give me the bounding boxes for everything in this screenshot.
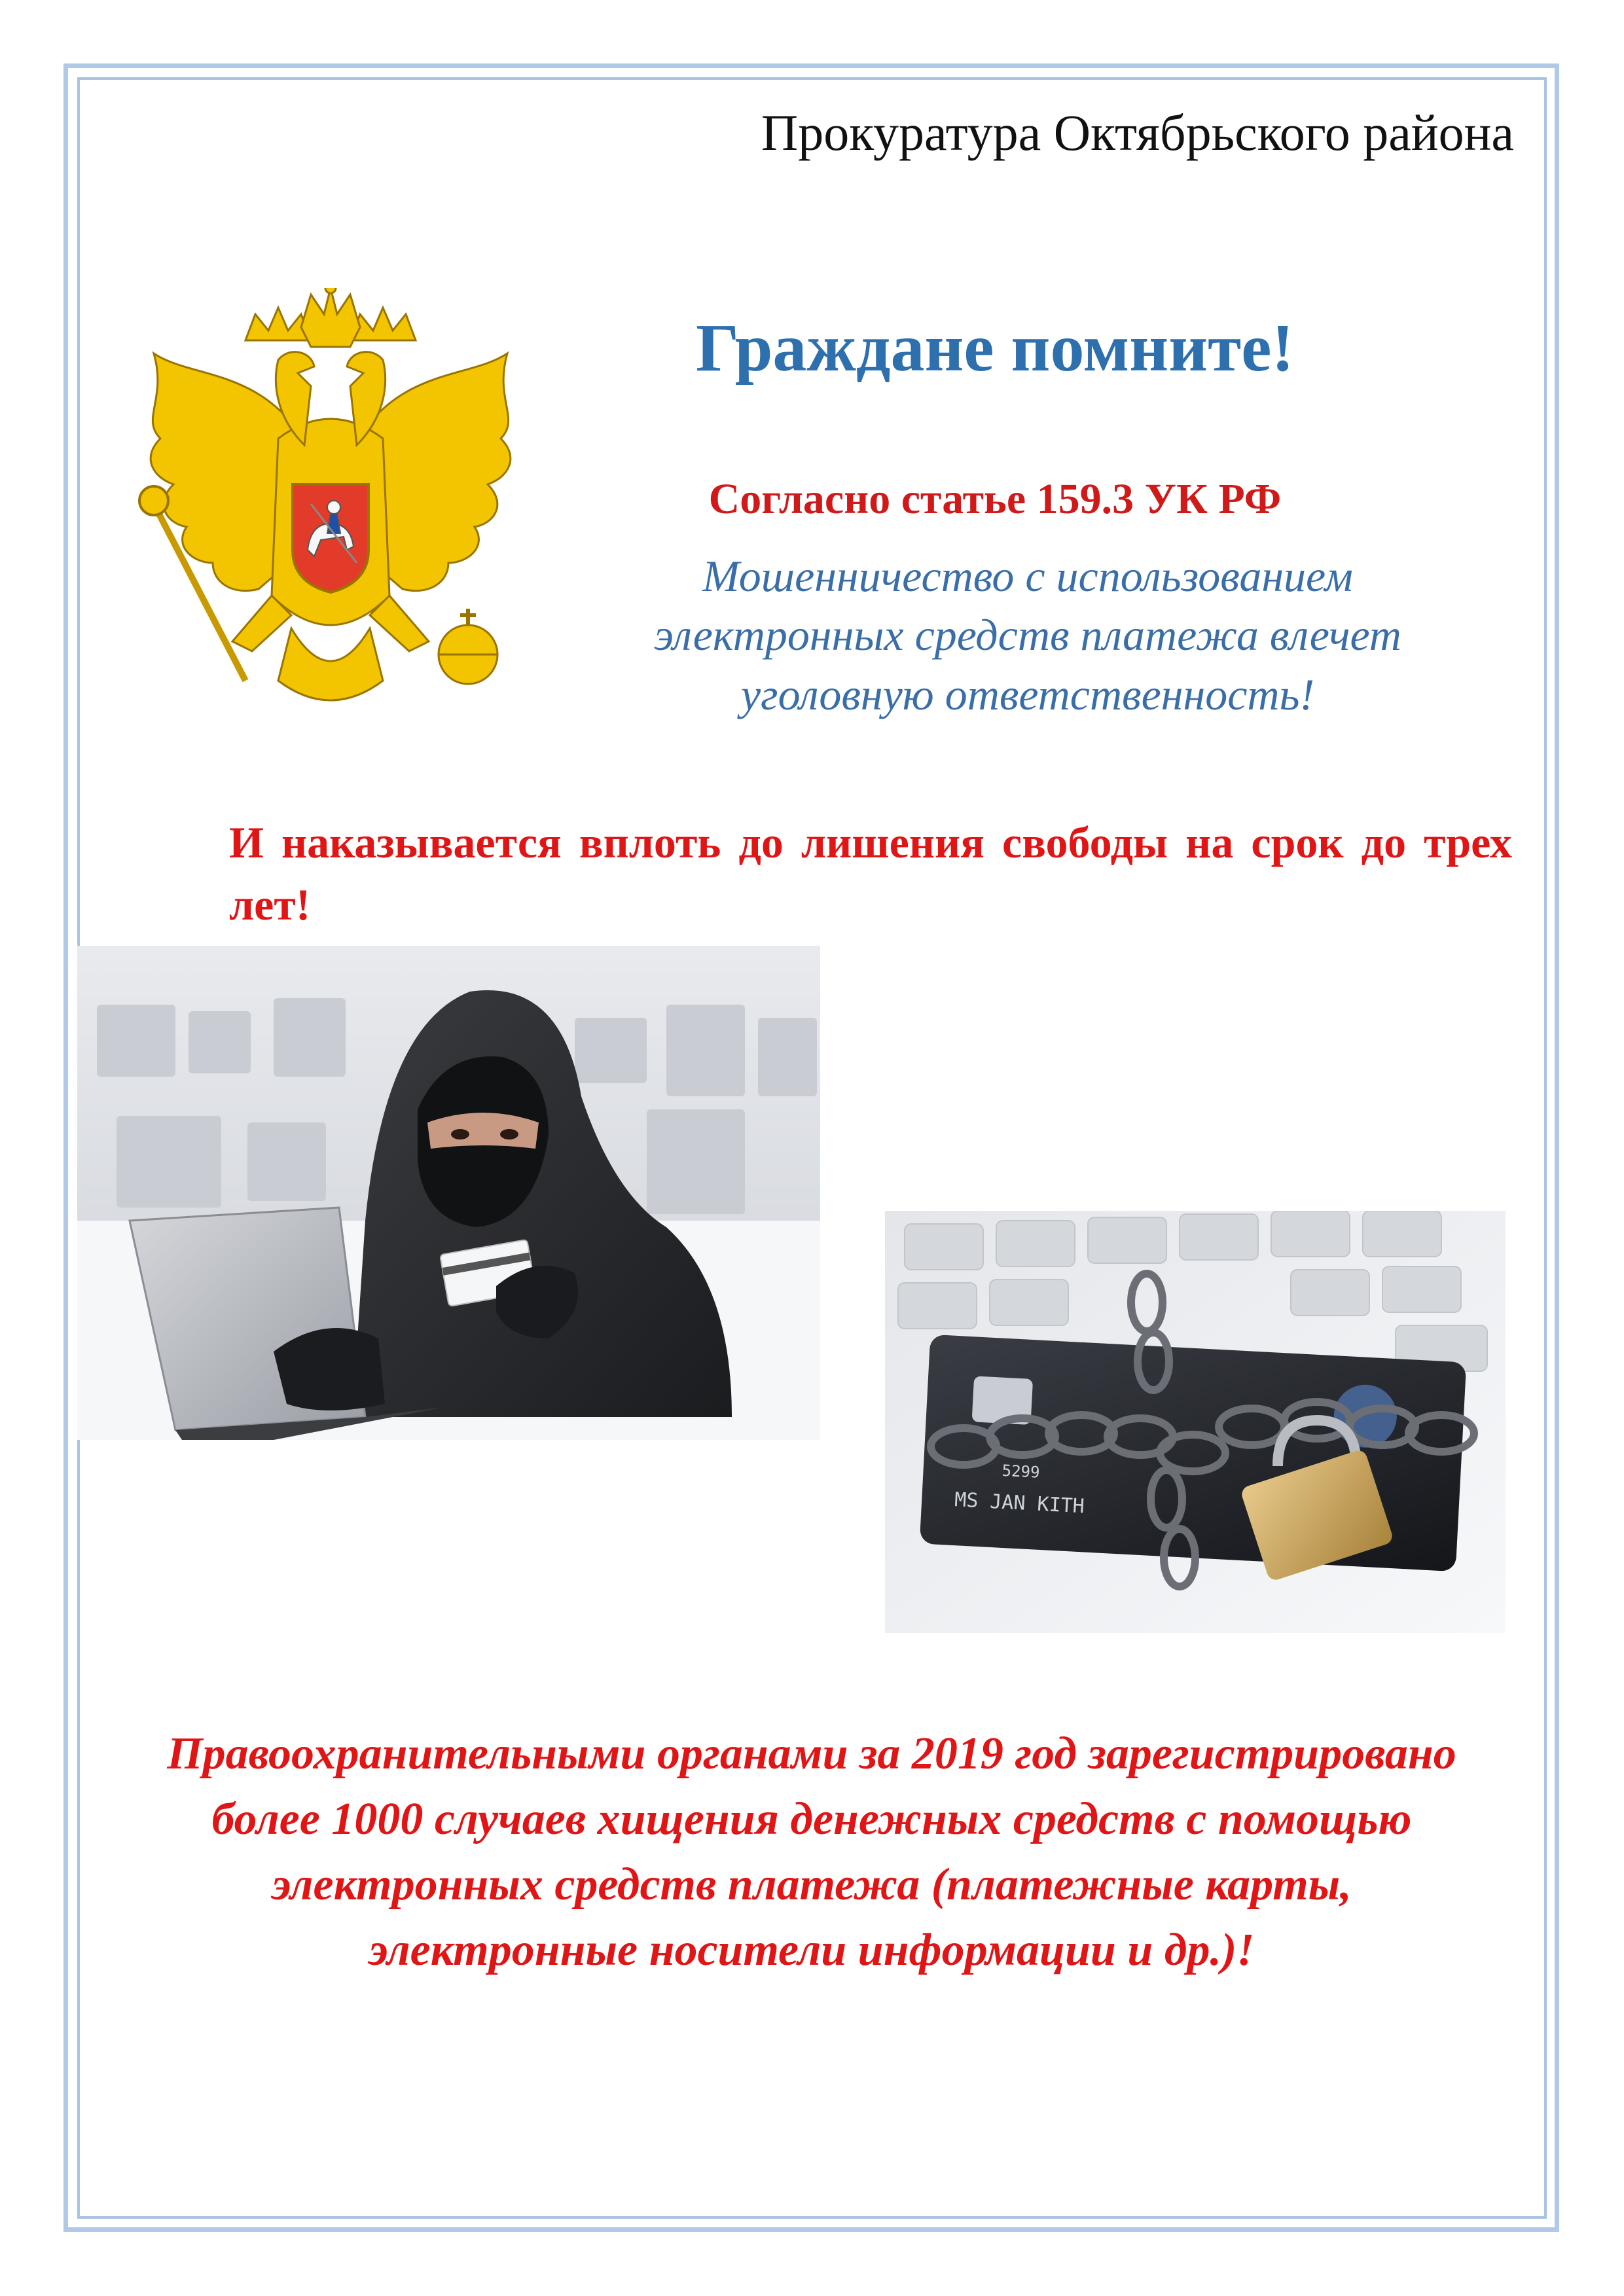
statistics-line: электронные носители информации и др.)!	[369, 1925, 1255, 1976]
description	[592, 547, 1463, 724]
description-line: уголовную ответственность!	[740, 669, 1315, 719]
hacker-photo	[77, 946, 820, 1440]
description-line: Мошенничество с использованием	[702, 551, 1353, 601]
coat-of-arms-icon	[115, 288, 547, 759]
statistics-line: электронных средств платежа (платежные карты,	[272, 1859, 1352, 1910]
headline: Граждане помните!	[695, 310, 1295, 386]
card-number-fragment: 5299	[1001, 1461, 1041, 1482]
prosecutor-office-title: Прокуратура Октябрьского района	[761, 104, 1514, 161]
penalty-warning: И наказывается вплоть до лишения свободы на срок до трех лет!	[229, 817, 1512, 930]
statistics-line: более 1000 случаев хищения денежных средств с помощью	[211, 1794, 1412, 1845]
statistics-note	[111, 1721, 1512, 1983]
statistics-line: Правоохранительными органами за 2019 год зарегистрировано	[167, 1729, 1456, 1779]
article-reference: Согласно статье 159.3 УК РФ	[708, 475, 1282, 523]
chained-card-photo	[885, 1211, 1506, 1633]
description-line: электронных средств платежа влечет	[654, 610, 1401, 660]
card-holder-name: MS JAN KITH	[954, 1488, 1085, 1518]
